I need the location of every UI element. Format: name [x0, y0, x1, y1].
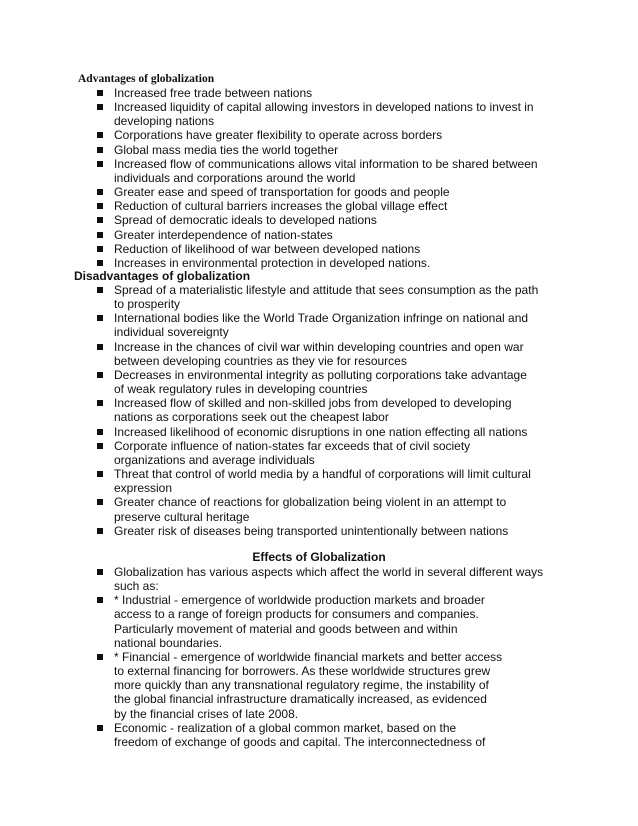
list-item: [0, 340, 584, 368]
list-item: [0, 185, 584, 199]
list-item: [0, 721, 584, 749]
list-item-line: of weak regulatory rules in developing countries: [114, 382, 368, 397]
list-item: [0, 213, 584, 227]
list-item: [0, 439, 584, 467]
list-item-line: Global mass media ties the world together: [114, 142, 339, 157]
list-item-line: Spread of a materialistic lifestyle and attitude that sees consumption as the path: [114, 283, 539, 297]
advantages-list: [0, 86, 638, 270]
list-item-line: Globalization has various aspects which affect the world in several different ways: [114, 565, 544, 579]
list-item-line: access to a range of foreign products for consumers and companies.: [114, 607, 479, 622]
list-item-line: by the financial crises of late 2008.: [114, 706, 299, 721]
list-item-line: Increases in environmental protection in developed nations.: [114, 255, 431, 270]
list-item-line: to prosperity: [114, 297, 181, 312]
list-item-line: Reduction of likelihood of war between developed nations: [114, 241, 421, 256]
list-item-line: Increased liquidity of capital allowing investors in developed nations to invest in: [114, 100, 534, 115]
effects-heading: Effects of Globalization: [252, 550, 386, 564]
list-item-line: Increase in the chances of civil war within developing countries and open war: [114, 339, 524, 354]
list-item: [0, 396, 584, 424]
list-item-line: Economic - realization of a global common market, based on the: [114, 720, 457, 735]
list-item: [0, 565, 584, 593]
list-item-line: nations as corporations seek out the cheapest labor: [114, 410, 389, 425]
list-item: [0, 368, 584, 396]
list-item: [0, 128, 584, 142]
list-item-line: expression: [114, 481, 173, 496]
list-item-line: such as:: [114, 579, 159, 594]
list-item-line: Greater ease and speed of transportation for goods and people: [114, 185, 450, 200]
list-item-line: between developing countries as they vie for resources: [114, 353, 407, 368]
list-item: [0, 425, 584, 439]
list-item-line: Greater chance of reactions for globalization being violent in an attempt to: [114, 495, 507, 510]
list-item-line: freedom of exchange of goods and capital. The interconnectedness of: [114, 734, 486, 749]
list-item-line: preserve cultural heritage: [114, 509, 250, 524]
list-item-line: more quickly than any transnational regulatory regime, the instability of: [114, 678, 489, 693]
list-item-line: Increased flow of skilled and non-skilled jobs from developed to developing: [114, 396, 512, 411]
list-item-line: Increased likelihood of economic disruptions in one nation effecting all nations: [114, 424, 528, 439]
list-item-line: Increased free trade between nations: [114, 86, 313, 100]
list-item: [0, 228, 584, 242]
list-item-line: individual sovereignty: [114, 325, 229, 340]
list-item-line: Threat that control of world media by a handful of corporations will limit cultural: [114, 467, 531, 482]
list-item: [0, 256, 584, 270]
list-item: [0, 100, 584, 128]
list-item-line: Reduction of cultural barriers increases the global village effect: [114, 199, 448, 214]
list-item: [0, 143, 584, 157]
list-item: [0, 495, 584, 523]
list-item-line: * Financial - emergence of worldwide financial markets and better access: [114, 649, 503, 664]
advantages-heading: Advantages of globalization: [78, 73, 215, 85]
list-item-line: individuals and corporations around the world: [114, 170, 356, 185]
list-item: [0, 311, 584, 339]
list-item: [0, 199, 584, 213]
list-item: [0, 467, 584, 495]
effects-list: [0, 565, 638, 749]
list-item-line: Greater interdependence of nation-states: [114, 227, 333, 242]
list-item-line: Increased flow of communications allows vital information to be shared between: [114, 156, 538, 171]
list-item-line: national boundaries.: [114, 635, 223, 650]
list-item-line: Corporate influence of nation-states far exceeds that of civil society: [114, 438, 471, 453]
list-item: [0, 283, 584, 311]
list-item: [0, 524, 584, 538]
list-item-line: the global financial infrastructure dramatically increased, as evidenced: [114, 692, 487, 707]
list-item-line: organizations and average individuals: [114, 452, 315, 467]
list-item-line: Corporations have greater flexibility to operate across borders: [114, 128, 443, 143]
list-item-line: developing nations: [114, 114, 215, 129]
list-item-line: to external financing for borrowers. As these worldwide structures grew: [114, 664, 491, 679]
list-item-line: * Industrial - emergence of worldwide production markets and broader: [114, 593, 485, 608]
list-item: [0, 650, 584, 721]
disadvantages-list: [0, 283, 638, 538]
list-item-line: Particularly movement of material and goods between and within: [114, 621, 458, 636]
disadvantages-heading: Disadvantages of globalization: [74, 269, 251, 283]
list-item: [0, 157, 584, 185]
list-item-line: Greater risk of diseases being transported unintentionally between nations: [114, 523, 509, 538]
list-item-line: Decreases in environmental integrity as polluting corporations take advantage: [114, 367, 527, 382]
list-item: [0, 593, 584, 650]
list-item-line: Spread of democratic ideals to developed nations: [114, 213, 377, 228]
list-item: [0, 242, 584, 256]
list-item: [0, 86, 584, 100]
list-item-line: International bodies like the World Trade Organization infringe on national and: [114, 311, 529, 326]
